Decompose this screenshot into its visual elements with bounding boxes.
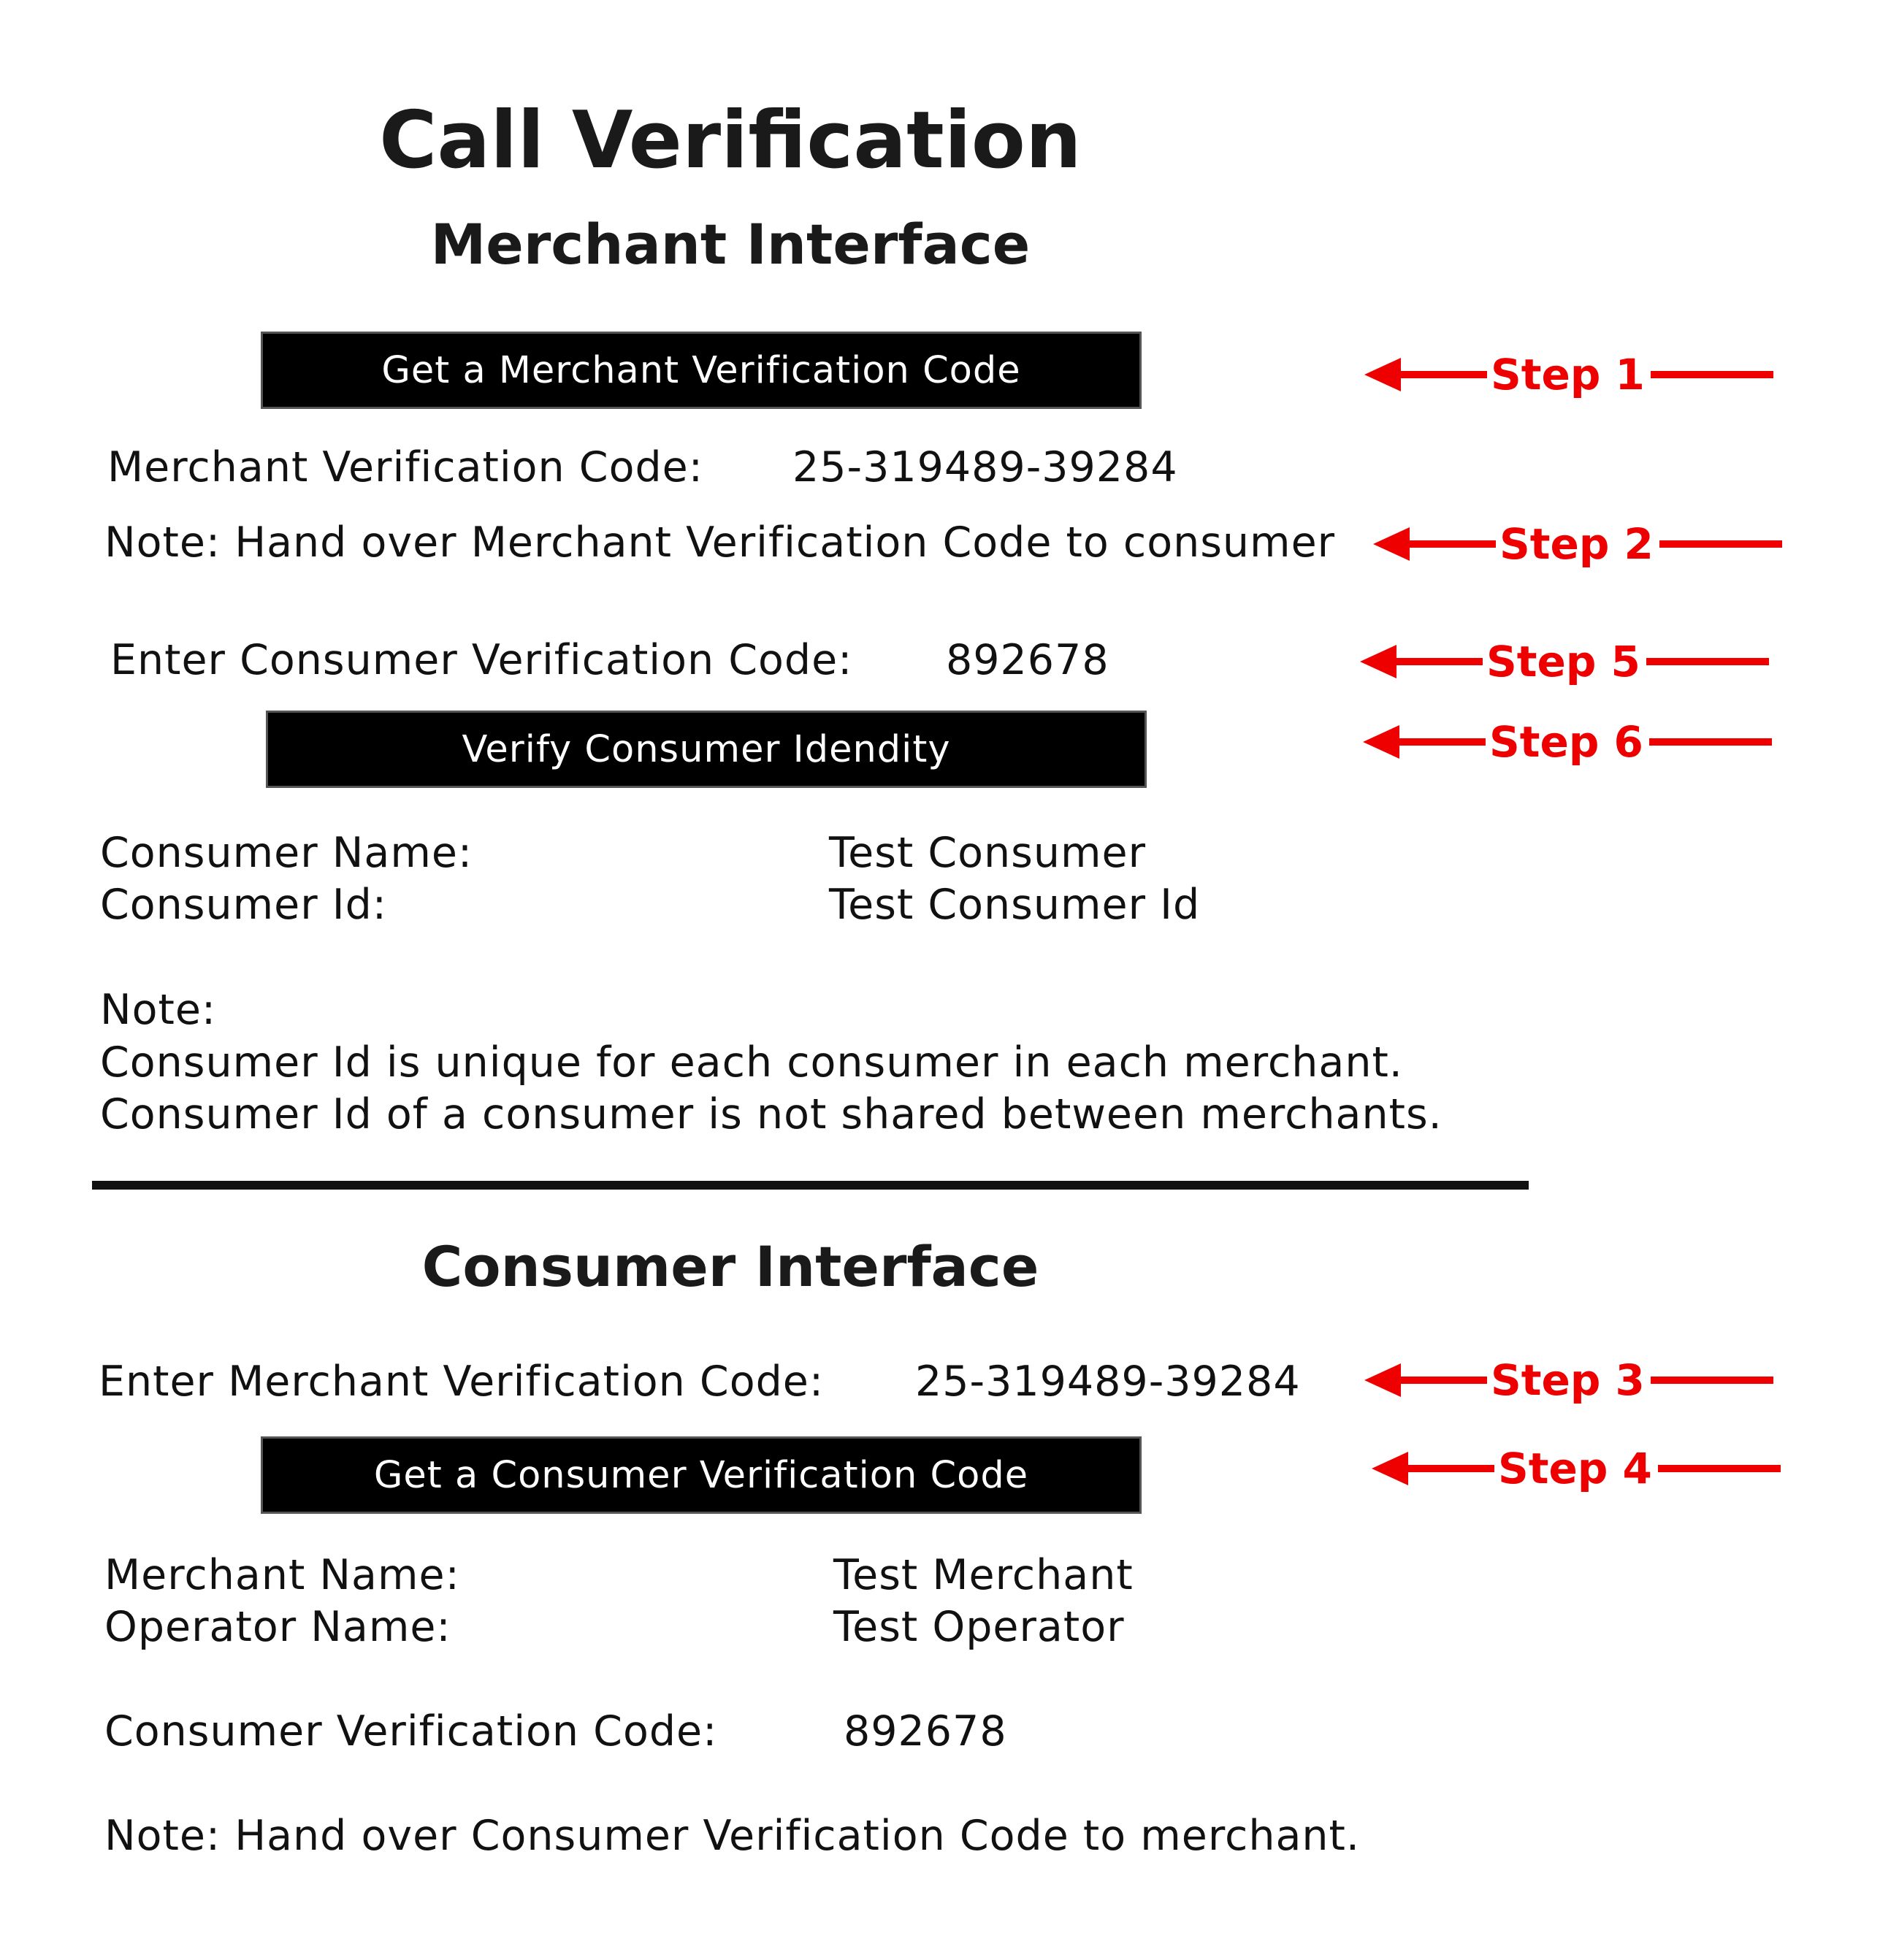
enter-consumer-code-field[interactable]: 892678	[946, 636, 1109, 684]
operator-name-value: Test Operator	[833, 1603, 1125, 1651]
consumer-id-note-line-1: Consumer Id is unique for each consumer in each merchant.	[100, 1038, 1403, 1087]
section-divider	[92, 1181, 1529, 1190]
enter-merchant-code-label: Enter Merchant Verification Code:	[99, 1358, 825, 1406]
step-6-annotation	[1363, 716, 1787, 767]
step-5-annotation	[1360, 636, 1784, 687]
step-6-label: Step 6	[1489, 717, 1643, 767]
merchant-code-label: Merchant Verification Code:	[107, 443, 703, 491]
get-consumer-code-button[interactable]: Get a Consumer Verification Code	[261, 1436, 1142, 1514]
get-merchant-code-button[interactable]: Get a Merchant Verification Code	[261, 332, 1142, 409]
merchant-name-label: Merchant Name:	[104, 1551, 460, 1599]
step-1-annotation	[1364, 349, 1788, 400]
enter-consumer-code-label: Enter Consumer Verification Code:	[110, 636, 853, 684]
consumer-id-label: Consumer Id:	[100, 881, 387, 929]
consumer-id-note-line-2: Consumer Id of a consumer is not shared between merchants.	[100, 1090, 1443, 1138]
consumer-id-value: Test Consumer Id	[829, 881, 1201, 929]
step-1-label: Step 1	[1491, 350, 1645, 399]
consumer-code-value: 892678	[844, 1707, 1007, 1756]
step-5-label: Step 5	[1486, 637, 1640, 686]
step-3-annotation	[1364, 1355, 1788, 1406]
consumer-code-label: Consumer Verification Code:	[104, 1707, 718, 1756]
consumer-id-note-heading: Note:	[100, 986, 217, 1034]
merchant-name-value: Test Merchant	[833, 1551, 1134, 1599]
page-title: Call Verification	[379, 95, 1082, 186]
verify-consumer-button[interactable]: Verify Consumer Idendity	[266, 711, 1147, 788]
merchant-handover-note: Note: Hand over Merchant Verification Code to consumer	[104, 518, 1336, 567]
step-3-label: Step 3	[1491, 1355, 1645, 1405]
consumer-name-value: Test Consumer	[829, 829, 1147, 877]
merchant-code-value: 25-319489-39284	[792, 443, 1178, 491]
consumer-handover-note: Note: Hand over Consumer Verification Code to merchant.	[104, 1812, 1360, 1860]
step-2-annotation	[1373, 518, 1797, 570]
enter-merchant-code-field[interactable]: 25-319489-39284	[915, 1358, 1301, 1406]
step-4-annotation	[1372, 1443, 1795, 1494]
operator-name-label: Operator Name:	[104, 1603, 451, 1651]
step-2-label: Step 2	[1499, 519, 1654, 569]
merchant-interface-heading: Merchant Interface	[430, 212, 1031, 277]
consumer-name-label: Consumer Name:	[100, 829, 473, 877]
consumer-interface-heading: Consumer Interface	[421, 1234, 1039, 1299]
step-4-label: Step 4	[1498, 1444, 1652, 1493]
